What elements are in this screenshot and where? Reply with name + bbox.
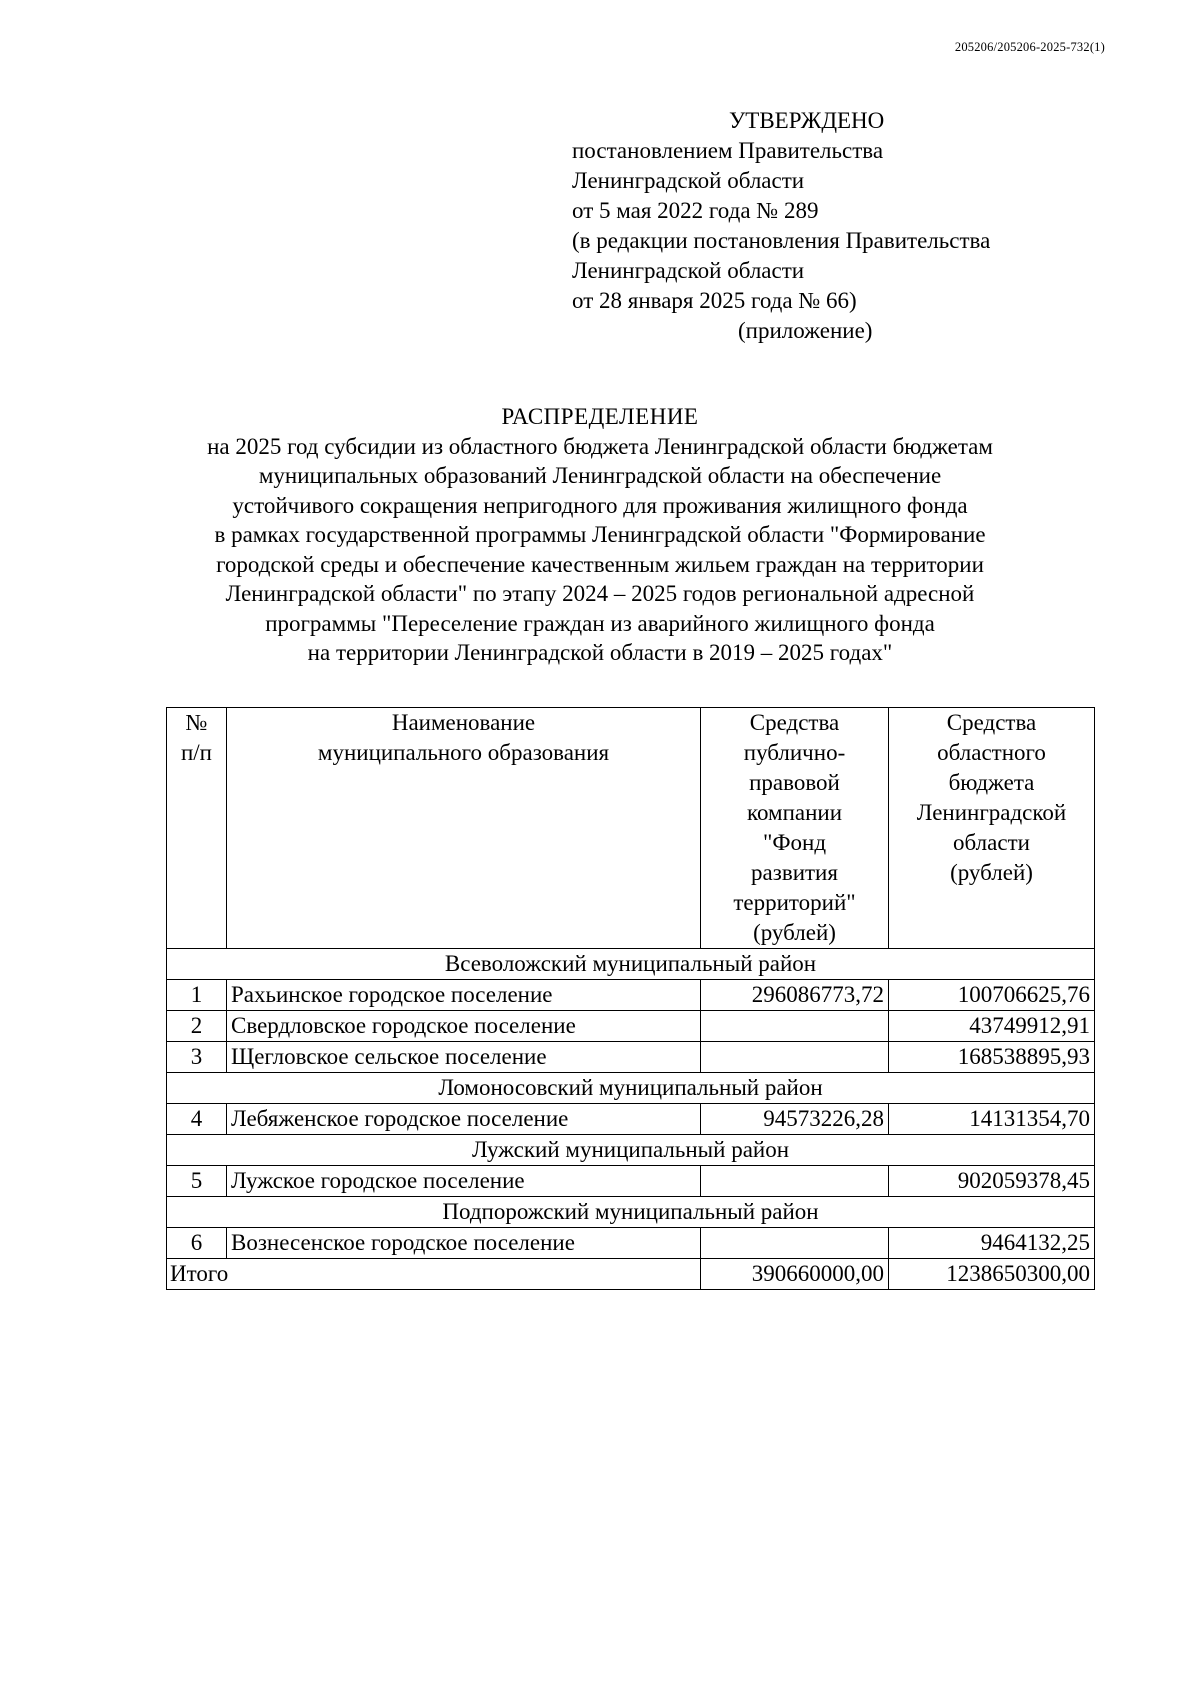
approval-block (572, 106, 1092, 346)
header-budget: Средства областного бюджета Ленинградской области (рублей) (889, 708, 1095, 949)
header-fund: Средства публично- правовой компании "Фонд развития территорий" (рублей) (701, 708, 889, 949)
total-label: Итого (167, 1259, 701, 1290)
total-row (167, 1259, 1095, 1290)
row-num: 6 (167, 1228, 227, 1259)
row-name: Рахьинское городское поселение (227, 980, 701, 1011)
row-fund (701, 1011, 889, 1042)
row-fund: 296086773,72 (701, 980, 889, 1011)
document-title (0, 402, 1200, 668)
district-row (167, 949, 1095, 980)
approval-line: от 5 мая 2022 года № 289 (572, 198, 819, 223)
approved-stamp: УТВЕРЖДЕНО (729, 108, 885, 133)
row-budget: 43749912,91 (889, 1011, 1095, 1042)
approval-line: постановлением Правительства (572, 138, 884, 163)
title-line: устойчивого сокращения непригодного для проживания жилищного фонда (232, 492, 968, 518)
row-fund (701, 1042, 889, 1073)
table-row (167, 1166, 1095, 1197)
district-name: Лужский муниципальный район (167, 1135, 1095, 1166)
district-row (167, 1073, 1095, 1104)
table-row (167, 980, 1095, 1011)
title-heading: РАСПРЕДЕЛЕНИЕ (501, 404, 699, 429)
row-budget: 14131354,70 (889, 1104, 1095, 1135)
district-name: Ломоносовский муниципальный район (167, 1073, 1095, 1104)
row-num: 3 (167, 1042, 227, 1073)
row-name: Щегловское сельское поселение (227, 1042, 701, 1073)
title-line: городской среды и обеспечение качественным жильем граждан на территории (216, 551, 984, 577)
row-budget: 100706625,76 (889, 980, 1095, 1011)
total-budget: 1238650300,00 (889, 1259, 1095, 1290)
row-name: Вознесенское городское поселение (227, 1228, 701, 1259)
district-name: Всеволожский муниципальный район (167, 949, 1095, 980)
row-budget: 168538895,93 (889, 1042, 1095, 1073)
title-line: на территории Ленинградской области в 2019 – 2025 годах" (307, 640, 893, 665)
title-line: в рамках государственной программы Ленинградской области "Формирование (214, 522, 986, 547)
row-num: 2 (167, 1011, 227, 1042)
district-row (167, 1135, 1095, 1166)
row-budget: 902059378,45 (889, 1166, 1095, 1197)
total-fund: 390660000,00 (701, 1259, 889, 1290)
header-num: № п/п (167, 708, 227, 949)
row-fund: 94573226,28 (701, 1104, 889, 1135)
row-name: Лебяженское городское поселение (227, 1104, 701, 1135)
title-line: Ленинградской области" по этапу 2024 – 2025 годов региональной адресной (225, 581, 975, 606)
district-name: Подпорожский муниципальный район (167, 1197, 1095, 1228)
district-row (167, 1197, 1095, 1228)
row-num: 4 (167, 1104, 227, 1135)
appendix-label: (приложение) (738, 318, 873, 343)
approval-line: (в редакции постановления Правительства (572, 228, 991, 253)
row-name: Лужское городское поселение (227, 1166, 701, 1197)
approval-line: Ленинградской области (572, 258, 805, 283)
row-num: 5 (167, 1166, 227, 1197)
table-header-row (167, 708, 1095, 949)
table-row (167, 1042, 1095, 1073)
title-line: программы "Переселение граждан из аварийного жилищного фонда (265, 610, 935, 636)
title-line: муниципальных образований Ленинградской области на обеспечение (258, 463, 942, 488)
approval-line: от 28 января 2025 года № 66) (572, 288, 857, 313)
row-name: Свердловское городское поселение (227, 1011, 701, 1042)
document-id: 205206/205206-2025-732(1) (954, 40, 1105, 54)
row-budget: 9464132,25 (889, 1228, 1095, 1259)
title-line: на 2025 год субсидии из областного бюджета Ленинградской области бюджетам (207, 433, 993, 459)
distribution-table (166, 707, 1095, 1290)
row-fund (701, 1166, 889, 1197)
row-fund (701, 1228, 889, 1259)
table-row (167, 1104, 1095, 1135)
table-row (167, 1228, 1095, 1259)
row-num: 1 (167, 980, 227, 1011)
approval-line: Ленинградской области (572, 168, 805, 193)
table-row (167, 1011, 1095, 1042)
header-name: Наименование муниципального образования (227, 708, 701, 949)
